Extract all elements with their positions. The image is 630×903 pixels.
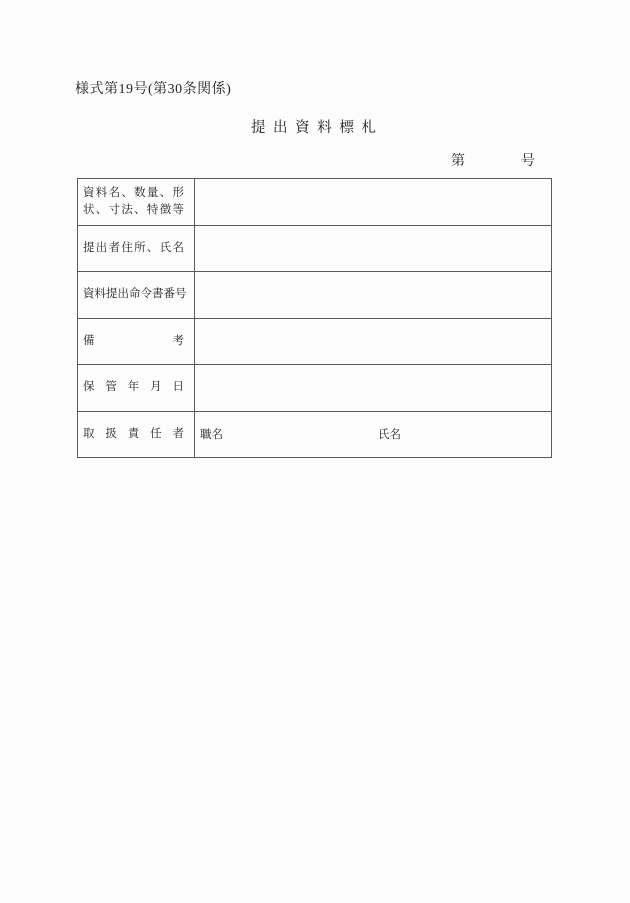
form-number: 様式第19号(第30条関係) — [75, 82, 232, 97]
row-label-submitter — [78, 226, 195, 272]
page-title: 提 出 資 料 標 札 — [250, 120, 379, 136]
row-label-line: 提 出 者 住 所 、 氏 名 — [83, 241, 184, 254]
row-label-line: 取 扱 責 任 者 — [83, 427, 184, 440]
table-row-storage-date — [78, 365, 551, 412]
table-row-remarks — [78, 319, 551, 366]
row-label-material-description — [78, 179, 195, 225]
form-table — [77, 178, 552, 458]
row-label-line: 資 料 提 出 命 令 書 番 号 — [83, 288, 187, 301]
row-label-line: 備 考 — [83, 334, 184, 347]
table-row-order-number — [78, 272, 551, 319]
row-label-responsible-person — [78, 412, 195, 458]
row-value-remarks — [195, 319, 551, 365]
row-value-storage-date — [195, 365, 551, 411]
doc-number-prefix: 第 — [451, 154, 465, 169]
row-label-line: 保 管 年 月 日 — [83, 381, 184, 394]
job-title-label: 職名 — [200, 429, 223, 442]
row-label-line: 資 料 名 、 数 量 、 形 — [83, 186, 184, 199]
row-value-responsible-person — [195, 412, 551, 458]
row-value-order-number — [195, 272, 551, 318]
document-number-line — [451, 150, 535, 170]
table-row-material-description — [78, 179, 551, 226]
table-row-responsible-person — [78, 412, 551, 458]
row-label-storage-date — [78, 365, 195, 411]
row-value-submitter — [195, 226, 551, 272]
doc-number-suffix: 号 — [521, 154, 535, 169]
row-value-material-description — [195, 179, 551, 225]
table-row-submitter — [78, 226, 551, 273]
row-label-order-number — [78, 272, 195, 318]
person-name-label: 氏名 — [378, 429, 401, 442]
row-label-remarks — [78, 319, 195, 365]
row-label-line: 状 、 寸 法 、 特 徴 等 — [83, 203, 184, 216]
